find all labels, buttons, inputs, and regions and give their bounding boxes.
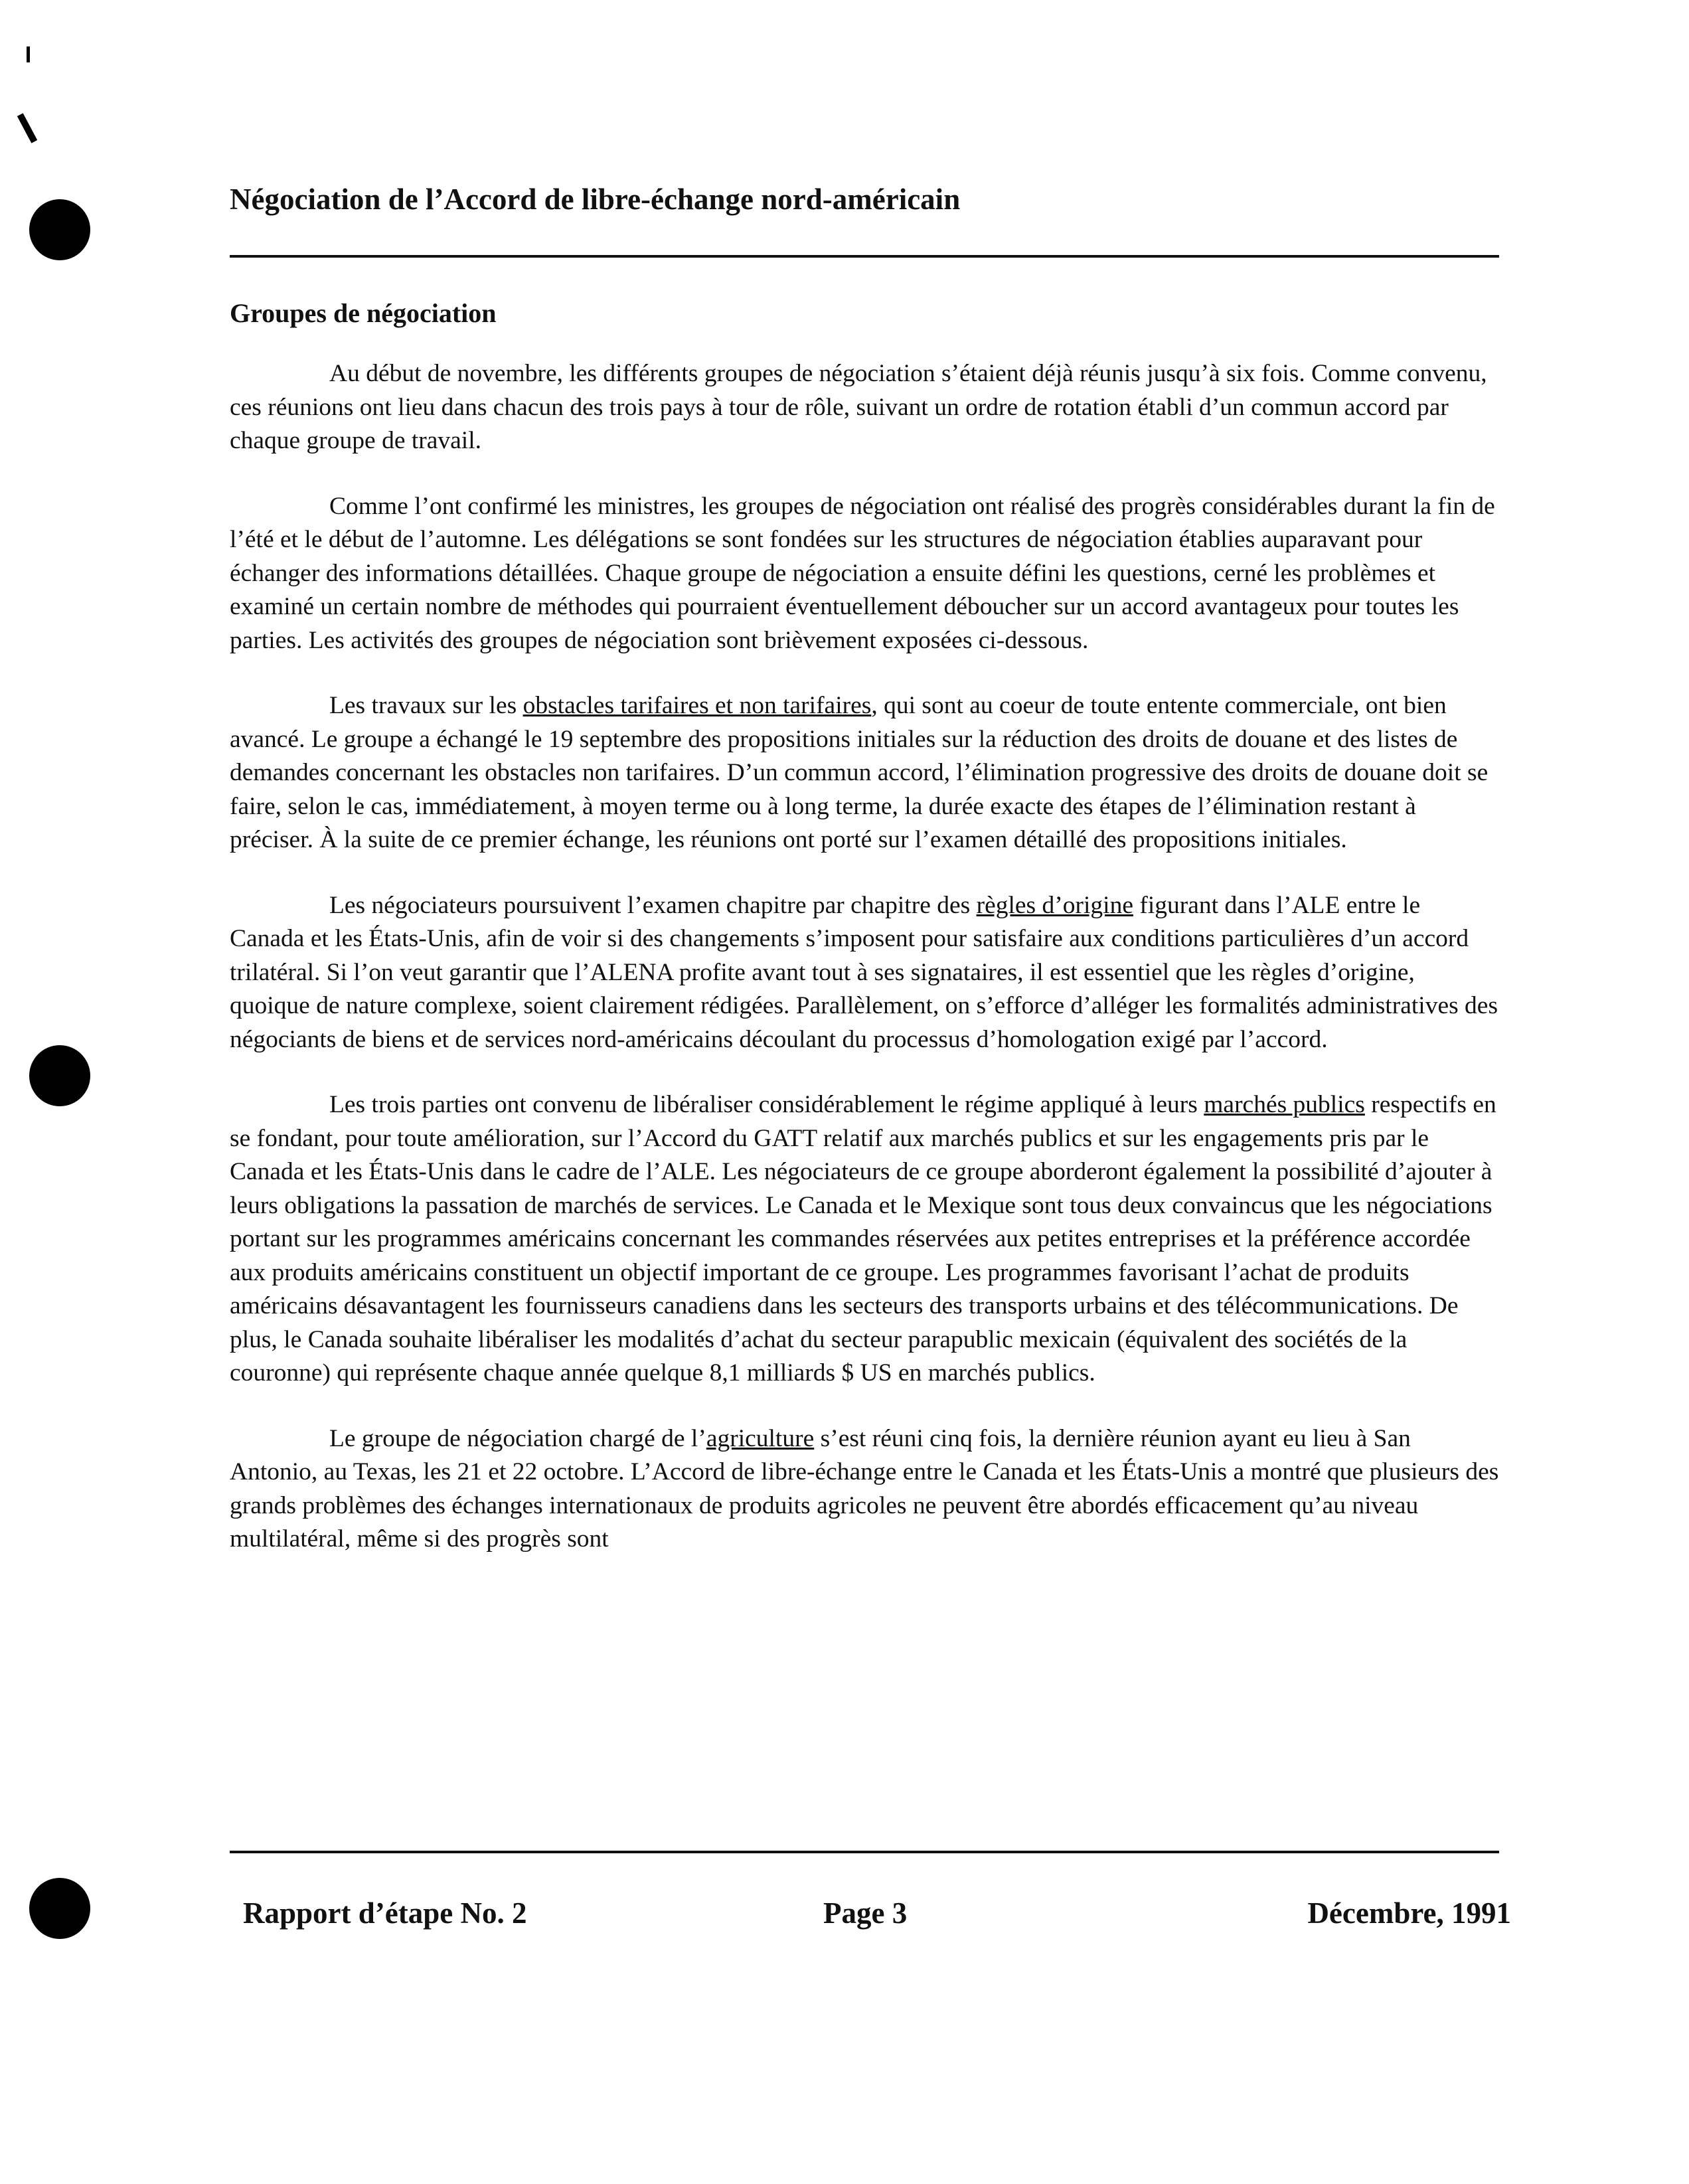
paragraph	[230, 1088, 1499, 1390]
punch-hole	[29, 199, 90, 260]
paragraph-text: Les trois parties ont convenu de libéraliser considérablement le régime appliqué à leurs	[329, 1091, 1204, 1118]
paragraph-text: Les négociateurs poursuivent l’examen chapitre par chapitre des	[329, 891, 977, 919]
punch-hole	[29, 1045, 90, 1106]
underlined-term: règles d’origine	[976, 891, 1133, 919]
page-header: Négociation de l’Accord de libre-échange nord-américain	[230, 183, 961, 216]
paragraph-text: Au début de novembre, les différents groupes de négociation s’étaient déjà réunis jusqu’à six fois. Comme convenu, ces réunions ont lieu dans chacun des trois pays à tour de rôle, suivant un ordre de rotation établi d’un commun accord par chaque groupe de travail.	[230, 360, 1487, 454]
paragraph-text: figurant dans l’ALE entre le Canada et les États-Unis, afin de voir si des changements s’imposent pour satisfaire aux conditions particulières d’un accord trilatéral. Si l’on veut garantir que l’ALENA profite avant tout à ses signataires, il est essentiel que les règles d’origine, quoique de nature complexe, soient clairement rédigées. Parallèlement, on s’efforce d’alléger les formalités administratives des négociants de biens et de services nord-américains découlant du processus d’homologation exigé par l’accord.	[230, 891, 1498, 1053]
scan-mark	[17, 113, 37, 143]
underlined-term: agriculture	[706, 1424, 815, 1452]
paragraph	[230, 357, 1499, 458]
punch-hole	[29, 1878, 90, 1939]
section-title: Groupes de négociation	[230, 298, 497, 328]
footer-page-number: Page 3	[823, 1896, 908, 1930]
footer-date: Décembre, 1991	[1307, 1896, 1511, 1930]
scan-mark	[27, 46, 30, 62]
paragraph-text: respectifs en se fondant, pour toute amélioration, sur l’Accord du GATT relatif aux marchés publics et sur les engagements pris par le Canada et les États-Unis dans le cadre de l’ALE. Les négociateurs de ce groupe aborderont également la possibilité d’ajouter à leurs obligations la passation de marchés de services. Le Canada et le Mexique sont tous deux convaincus que les négociations portant sur les programmes américains concernant les commandes réservées aux petites entreprises et la préférence accordée aux produits américains constituent un objectif important de ce groupe. Les programmes favorisant l’achat de produits américains désavantagent les fournisseurs canadiens dans les secteurs des transports urbains et des télécommunications. De plus, le Canada souhaite libéraliser les modalités d’achat du secteur parapublic mexicain (équivalent des sociétés de la couronne) qui représente chaque année quelque 8,1 milliards $ US en marchés publics.	[230, 1091, 1496, 1386]
paragraph	[230, 490, 1499, 658]
footer-rule	[230, 1851, 1499, 1853]
header-rule	[230, 255, 1499, 258]
underlined-term: marchés publics	[1204, 1091, 1365, 1118]
paragraph	[230, 889, 1499, 1057]
footer-report: Rapport d’étape No. 2	[243, 1896, 527, 1930]
paragraph	[230, 689, 1499, 857]
paragraph-text: , qui sont au coeur de toute entente commerciale, ont bien avancé. Le groupe a échangé le 19 septembre des propositions initiales sur la réduction des droits de douane et des listes de demandes concernant les obstacles non tarifaires. D’un commun accord, l’élimination progressive des droits de douane doit se faire, selon le cas, immédiatement, à moyen terme ou à long terme, la durée exacte des étapes de l’élimination restant à préciser. À la suite de ce premier échange, les réunions ont porté sur l’examen détaillé des propositions initiales.	[230, 692, 1488, 853]
underlined-term: obstacles tarifaires et non tarifaires	[523, 692, 872, 719]
paragraph-text: s’est réuni cinq fois, la dernière réunion ayant eu lieu à San Antonio, au Texas, les 21 et 22 octobre. L’Accord de libre-échange entre le Canada et les États-Unis a montré que plusieurs des grands problèmes des échanges internationaux de produits agricoles ne peuvent être abordés efficacement qu’au niveau multilatéral, même si des progrès sont	[230, 1424, 1499, 1553]
paragraph	[230, 1422, 1499, 1556]
body-text	[230, 357, 1499, 1588]
paragraph-text: Comme l’ont confirmé les ministres, les groupes de négociation ont réalisé des progrès considérables durant la fin de l’été et le début de l’automne. Les délégations se sont fondées sur les structures de négociation établies auparavant pour échanger des informations détaillées. Chaque groupe de négociation a ensuite défini les questions, cerné les problèmes et examiné un certain nombre de méthodes qui pourraient éventuellement déboucher sur un accord avantageux pour toutes les parties. Les activités des groupes de négociation sont brièvement exposées ci-dessous.	[230, 492, 1495, 654]
paragraph-text: Le groupe de négociation chargé de l’	[329, 1424, 706, 1452]
paragraph-text: Les travaux sur les	[329, 692, 523, 719]
